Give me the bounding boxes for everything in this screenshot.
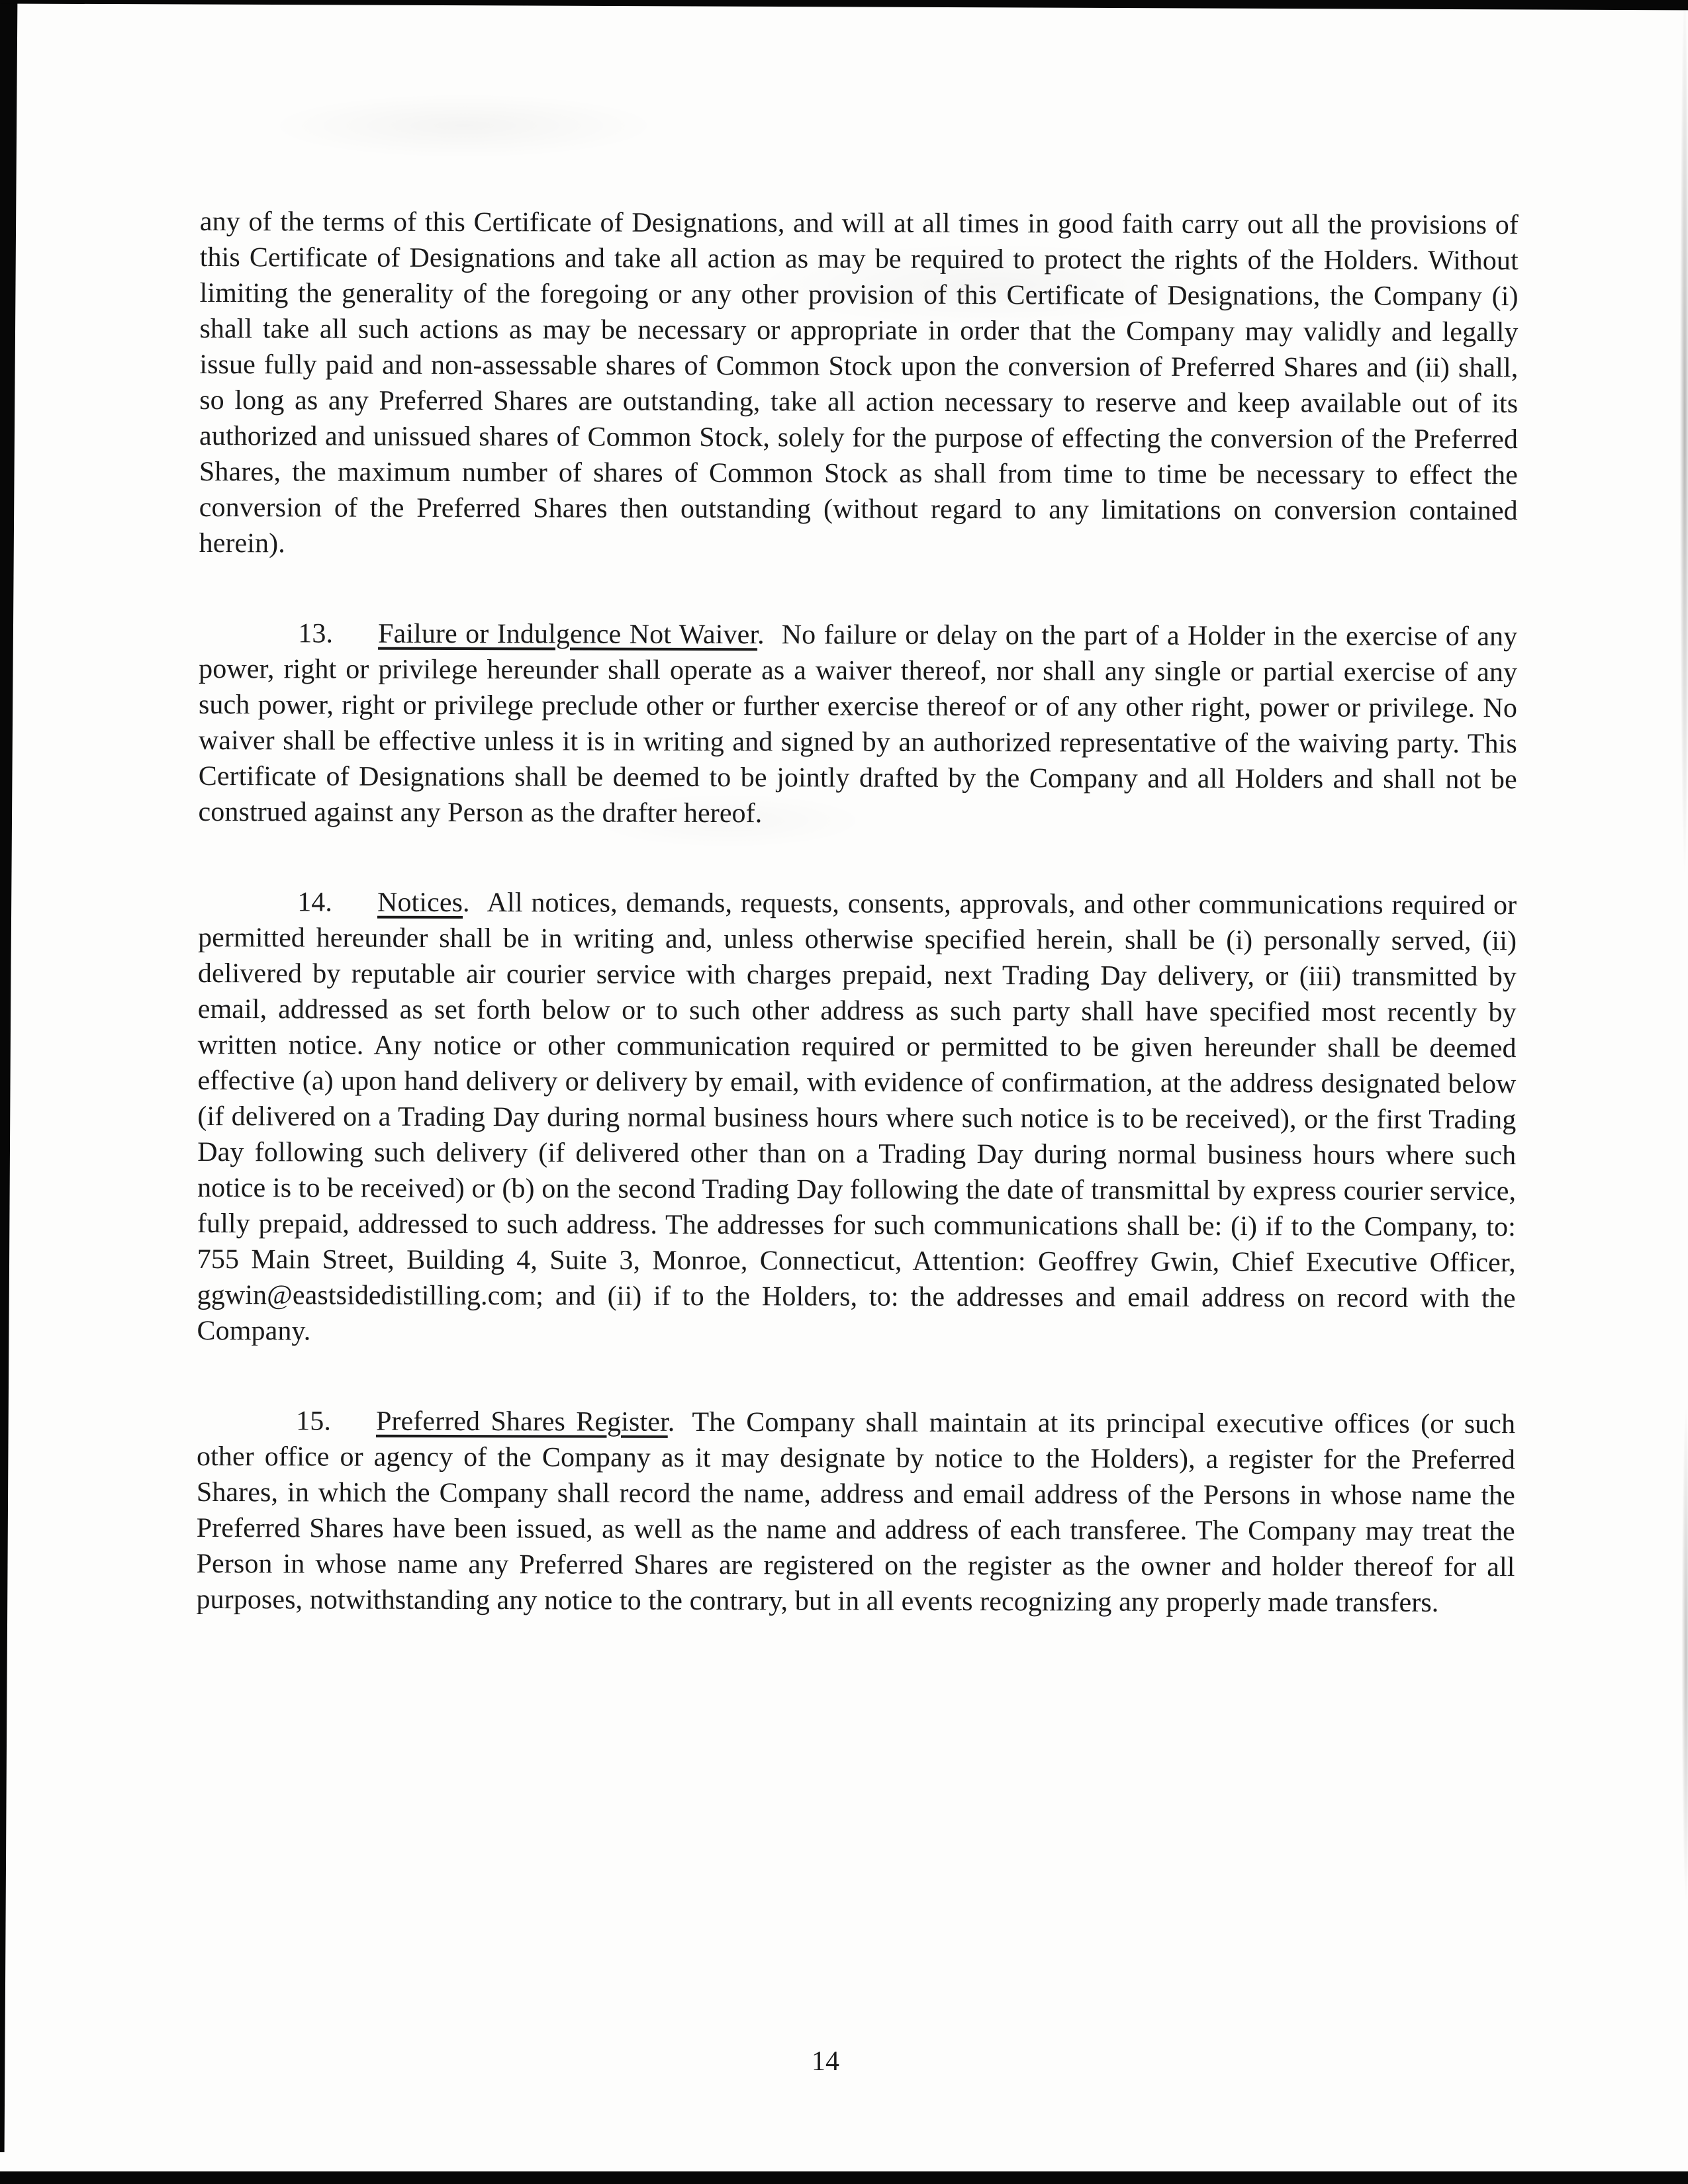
scan-artifact-top-border [0, 0, 1688, 11]
section-13-body: No failure or delay on the part of a Holder in the exercise of any power, right or privilege hereunder shall operate as a waiver thereof, nor shall any single or partial exercise of any such power, right or privilege preclude other or further exercise thereof or of any other right, power or privilege. No waiver shall be effective unless it is in writing and signed by an authorized representative of the waiving party. This Certificate of Designations shall be deemed to be jointly drafted by the Company and all Holders and shall not be construed against any Person as the drafter hereof. [198, 619, 1518, 829]
section-14-body: All notices, demands, requests, consents, approvals, and other communications required or permitted hereunder shall be in writing and, unless otherwise specified herein, shall be (i) personally served, (ii) delivered by reputable air courier service with charges prepaid, next Trading Day delivery, or (iii) transmitted by email, addressed as set forth below or to such other address as such party shall have specified most recently by written notice. Any notice or other communication required or permitted to be given hereunder shall be deemed effective (a) upon hand delivery or delivery by email, with evidence of confirmation, at the address designated below (if delivered on a Trading Day during normal business hours where such notice is to be received), or the first Trading Day following such delivery (if delivered other than on a Trading Day during normal business hours where such notice is to be received) or (b) on the second Trading Day following the date of transmittal by express courier service, fully prepaid, addressed to such address. The addresses for such communications shall be: (i) if to the Company, to: 755 Main Street, Building 4, Suite 3, Monroe, Connecticut, Attention: Geoffrey Gwin, Chief Executive Officer, ggwin@eastsidedistilling.com; and (ii) if to the Holders, to: the addresses and email address on record with the Company. [197, 887, 1517, 1347]
continuation-paragraph: any of the terms of this Certificate of Designations, and will at all times in good faith carry out all the provisions of this Certificate of Designations and take all action as may be required to protect the rights of the Holders. Without limiting the generality of the foregoing or any other provision of this Certificate of Designations, the Company (i) shall take all such actions as may be necessary or appropriate in order that the Company may validly and legally issue fully paid and non-assessable shares of Common Stock upon the conversion of Preferred Shares and (ii) shall, so long as any Preferred Shares are outstanding, take all action necessary to reserve and keep available out of its authorized and unissued shares of Common Stock, solely for the purpose of effecting the conversion of the Preferred Shares, the maximum number of shares of Common Stock as shall from time to time be necessary to effect the conversion of the Preferred Shares then outstanding (without regard to any limitations on conversion contained herein). [199, 206, 1519, 559]
section-15-body: The Company shall maintain at its principal executive offices (or such other office or agency of the Company as it may designate by notice to the Holders), a register for the Preferred Shares, in which the Company shall record the name, address and email address of the Persons in whose name the Preferred Shares have been issued, as well as the name and address of each transferee. The Company may treat the Person in whose name any Preferred Shares are registered on the register as the owner and holder thereof for all purposes, notwithstanding any notice to the contrary, but in all events recognizing any properly made transfers. [196, 1406, 1516, 1618]
section-14-title-period: . [462, 887, 470, 919]
section-15-title-period: . [667, 1406, 675, 1437]
page-number: 14 [812, 2046, 839, 2077]
scan-artifact-bottom-border [0, 2171, 1688, 2184]
section-15-title: Preferred Shares Register [375, 1406, 668, 1437]
scan-artifact-left-border [0, 0, 20, 2152]
section-14-number: 14. [297, 887, 333, 918]
section-14-title: Notices [377, 887, 463, 919]
section-15-number: 15. [296, 1406, 332, 1437]
section-14 [197, 884, 1517, 1352]
section-13 [199, 615, 1518, 833]
document-body [196, 204, 1519, 1621]
section-13-title: Failure or Indulgence Not Waiver [378, 618, 758, 651]
section-15 [196, 1403, 1515, 1621]
section-13-title-period: . [757, 619, 765, 651]
section-13-number: 13. [298, 618, 334, 649]
